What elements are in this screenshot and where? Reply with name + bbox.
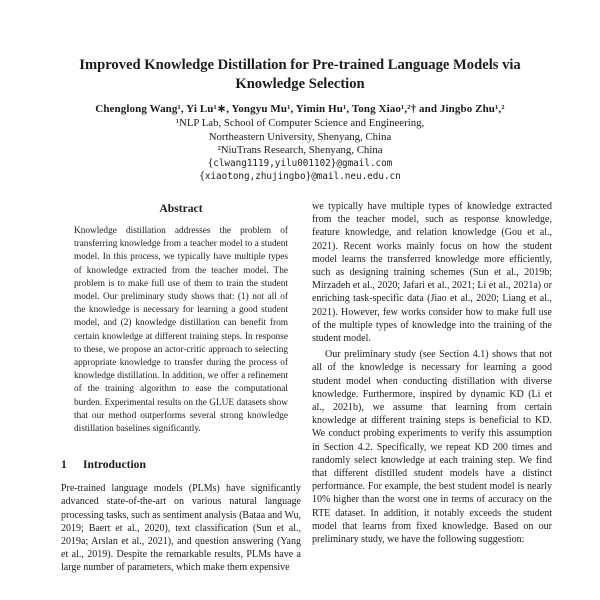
- abstract-heading: Abstract: [159, 202, 203, 215]
- affiliation-line-1: ¹NLP Lab, School of Computer Science and Engineering,: [175, 117, 425, 130]
- email-line-1: {clwang1119,yilu001102}@gmail.com: [207, 157, 393, 169]
- abstract-text: Knowledge distillation addresses the problem of transferring knowledge from a teacher model to a student model. In this process, we typically have multiple types of knowledge extracted from the teacher model. The problem is to make full use of them to train the student model. Our preliminary study shows that: (1) not all of the knowledge is necessary for learning a good student model, and (2) knowledge distillation can benefit from certain knowledge at different training steps. In response to these, we propose an actor-critic approach to selecting appropriate knowledge to transfer during the process of knowledge distillation. In addition, we offer a refinement of the training algorithm to ease the computational burden. Experimental results on the GLUE datasets show that our method outperforms several strong knowledge distillation baselines significantly.: [74, 226, 288, 435]
- paper-title-line2: Knowledge Selection: [235, 75, 365, 92]
- right-column: [312, 200, 552, 600]
- introduction-paragraph: Pre-trained language models (PLMs) have significantly advanced state-of-the-art on various natural language processing tasks, such as sentiment analysis (Bataa and Wu, 2019; Baert et al., 2020), text classification (Sun et al., 2019a; Arslan et al., 2021), and question answering (Yang et al., 2019). Despite the remarkable results, PLMs have a large number of parameters, which make them expensive: [61, 483, 301, 574]
- author-line: Chenglong Wang¹, Yi Lu¹∗, Yongyu Mu¹, Yimin Hu¹, Tong Xiao¹,²† and Jingbo Zhu¹,²: [95, 103, 505, 116]
- paper-title: [60, 56, 540, 93]
- paper-title-line1: Improved Knowledge Distillation for Pre-trained Language Models via: [79, 57, 521, 73]
- section-1-heading: [61, 458, 301, 471]
- section-1-number: 1: [61, 458, 67, 472]
- paper-header: [0, 56, 600, 184]
- affiliation-block: [0, 117, 600, 183]
- affiliation-line-2: Northeastern University, Shenyang, China: [208, 130, 392, 143]
- email-line-2: {xiaotong,zhujingbo}@mail.neu.edu.cn: [199, 171, 401, 183]
- left-column: [61, 200, 301, 600]
- section-1-title: Introduction: [83, 458, 146, 472]
- affiliation-line-3: ²NiuTrans Research, Shenyang, China: [217, 143, 383, 156]
- right-column-paragraph-2: Our preliminary study (see Section 4.1) shows that not all of the knowledge is necessary for learning a good student model when conducting distillation with diverse knowledge. Furthermore, inspired by dynamic KD (Li et al., 2021b), we assume that learning from certain knowledge at different training steps is beneficial to KD. We conduct probing experiments to verify this assumption in Section 4.2. Specifically, we repeat KD 200 times and randomly select knowledge at each training step. We find that different distilled student models have a distinct performance. For example, the best student model is nearly 10% higher than the worst one in terms of accuracy on the RTE dataset. In addition, it notably exceeds the student model that learns from fixed knowledge. Based on our preliminary study, we have the following suggestion:: [312, 349, 552, 546]
- right-column-paragraph-1: we typically have multiple types of knowledge extracted from the teacher model, such as response knowledge, feature knowledge, and relation knowledge (Gou et al., 2021). Recent works mainly focus on how the student model learns the transferred knowledge more efficiently, such as designing training schemes (Sun et al., 2019b; Mirzadeh et al., 2020; Jafari et al., 2021; Li et al., 2021a) or enriching task-specific data (Jiao et al., 2020; Liang et al., 2021). However, few works consider how to make full use of the multiple types of knowledge into the training of the student model.: [312, 201, 552, 345]
- two-column-body: [61, 200, 553, 600]
